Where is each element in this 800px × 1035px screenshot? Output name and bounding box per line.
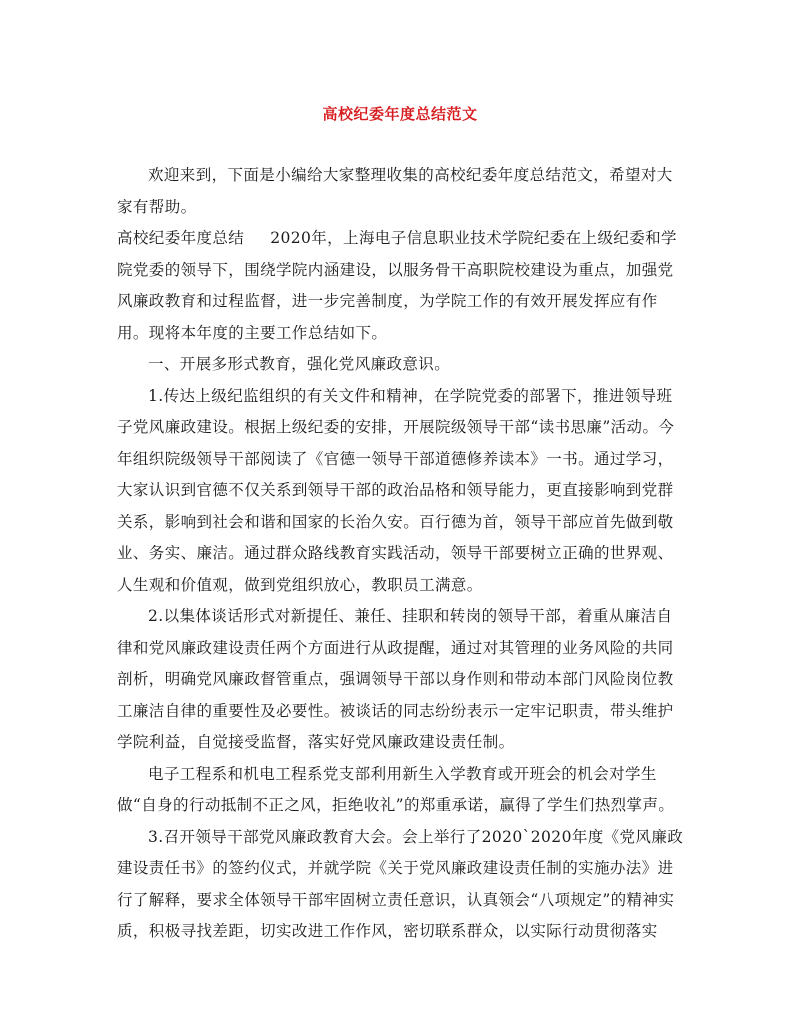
document-title: 高校纪委年度总结范文 <box>322 105 478 123</box>
students-paragraph: 电子工程系和机电工程系党支部利用新生入学教育或开班会的机会对学生做“自身的行动抵制不正之风，拒绝收礼”的郑重承诺，赢得了学生们热烈掌声。 <box>117 764 675 814</box>
section-heading: 一、开展多形式教育，强化党风廉政意识。 <box>148 355 451 373</box>
item-paragraph: 1.传达上级纪监组织的有关文件和精神，在学院党委的部署下，推进领导班子党风廉政建设。根据上级纪委的安排，开展院级领导干部“读书思廉”活动。今年组织院级领导干部阅读了《官德一领导干部道德修养读本》一书。通过学习，大家认识到官德不仅关系到领导干部的政治品格和领导能力，更直接影响到党群关系，影响到社会和谐和国家的长治久安。百行德为首，领导干部应首先做到敬业、务实、廉洁。通过群众路线教育实践活动，领导干部要树立正确的世界观、人生观和价值观，做到党组织放心，教职员工满意。 <box>117 386 675 594</box>
item-paragraph: 2.以集体谈话形式对新提任、兼任、挂职和转岗的领导干部，着重从廉洁自律和党风廉政建设责任两个方面进行从政提醒，通过对其管理的业务风险的共同剖析，明确党风廉政督管重点，强调领导干部以身作则和带动本部门风险岗位教工廉洁自律的重要性及必要性。被谈话的同志纷纷表示一定牢记职责，带头维护学院利益，自觉接受监督，落实好党风廉政建设责任制。 <box>117 607 674 751</box>
item-paragraph: 3.召开领导干部党风廉政教育大会。会上举行了2020`2020年度《党风廉政建设责任书》的签约仪式，并就学院《关于党风廉政建设责任制的实施办法》进行了解释，要求全体领导干部牢固树立责任意识，认真领会“八项规定”的精神实质，积极寻找差距，切实改进工作作风，密切联系群众，以实际行动贯彻落实 <box>117 827 684 940</box>
lead-paragraph <box>117 223 685 349</box>
intro-paragraph: 欢迎来到，下面是小编给大家整理收集的高校纪委年度总结范文，希望对大家有帮助。 <box>117 166 673 216</box>
lead-text: 2020年，上海电子信息职业技术学院纪委在上级纪委和学院党委的领导下，围绕学院内涵建设，以服务骨干高职院校建设为重点，加强党风廉政教育和过程监督，进一步完善制度，为学院工作的有效开展发挥应有作用。现将本年度的主要工作总结如下。 <box>117 229 677 342</box>
document-body <box>117 160 685 948</box>
lead-label: 高校纪委年度总结 <box>117 229 245 247</box>
